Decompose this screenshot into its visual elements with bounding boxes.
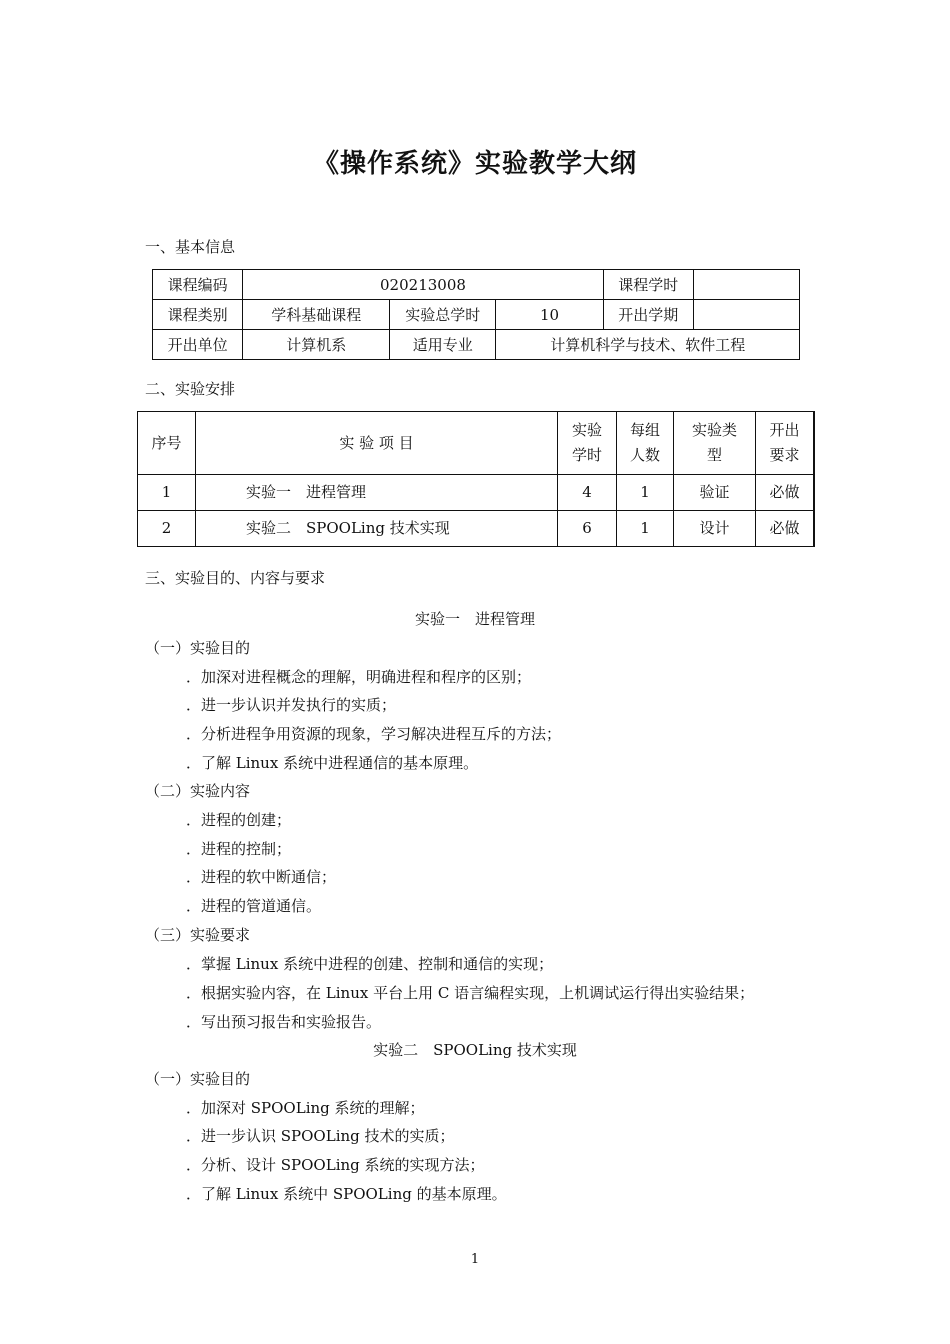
exp1-purpose-heading: （一）实验目的 [145,639,251,657]
list-item: ．进程的软中断通信； [186,868,337,886]
row-req: 必做 [756,511,815,547]
list-item: ．根据实验内容，在 Linux 平台上用 C 语言编程实现，上机调试运行得出实验结果； [186,984,755,1002]
list-item: ．进程的管道通信。 [186,897,322,915]
row-hours: 4 [558,475,617,511]
row-req: 必做 [756,475,815,511]
row-project: 实验二 SPOOLing 技术实现 [196,511,558,547]
list-item: ．掌握 Linux 系统中进程的创建、控制和通信的实现； [186,955,554,973]
exp2-purpose-heading: （一）实验目的 [145,1070,251,1088]
course-hours-label: 课程学时 [603,270,693,300]
row-type: 设计 [674,511,756,547]
course-type-value: 学科基础课程 [243,300,390,330]
header-req-line2: 要求 [769,446,800,464]
header-req-line1: 开出 [769,421,800,439]
table-row [153,270,800,300]
list-item: ．分析进程争用资源的现象，学习解决进程互斥的方法； [186,725,562,743]
list-item: ．分析、设计 SPOOLing 系统的实现方法； [186,1156,485,1174]
row-type: 验证 [674,475,756,511]
exp-hours-label: 实验总学时 [390,300,496,330]
row-people: 1 [617,511,674,547]
list-item: ．加深对 SPOOLing 系统的理解； [186,1099,425,1117]
section-heading-objectives: 三、实验目的、内容与要求 [145,569,326,587]
page-number: 1 [470,1252,480,1267]
header-hours-line1: 实验 [571,421,602,439]
list-item: ．了解 Linux 系统中进程通信的基本原理。 [186,754,479,772]
course-type-label: 课程类别 [153,300,243,330]
exp1-content-heading: （二）实验内容 [145,782,251,800]
header-people-line2: 人数 [629,446,660,464]
exp-hours-value: 10 [496,300,603,330]
header-hours [558,412,617,475]
page-title: 《操作系统》实验教学大纲 [312,149,637,179]
basic-info-table [152,269,800,360]
unit-value: 计算机系 [243,330,390,360]
row-no: 2 [138,511,196,547]
list-item: ．进程的创建； [186,811,292,829]
header-project: 实 验 项 目 [196,412,558,475]
exp1-req-heading: （三）实验要求 [145,926,251,944]
header-type [674,412,756,475]
unit-label: 开出单位 [153,330,243,360]
header-type-line2: 型 [706,446,722,464]
course-code-value: 020213008 [243,270,603,300]
list-item: ．写出预习报告和实验报告。 [186,1013,382,1031]
row-people: 1 [617,475,674,511]
row-no: 1 [138,475,196,511]
list-item: ．了解 Linux 系统中 SPOOLing 的基本原理。 [186,1185,507,1203]
row-project: 实验一 进程管理 [196,475,558,511]
exp2-title: 实验二 SPOOLing 技术实现 [373,1041,577,1059]
course-hours-value [693,270,799,300]
semester-value [693,300,799,330]
table-row [153,300,800,330]
section-heading-schedule: 二、实验安排 [145,380,236,398]
schedule-table [137,411,815,547]
header-hours-line2: 学时 [571,446,602,464]
header-people [617,412,674,475]
section-heading-basic-info: 一、基本信息 [145,238,236,256]
course-code-label: 课程编码 [153,270,243,300]
list-item: ．进一步认识并发执行的实质； [186,696,397,714]
table-row [138,475,815,511]
header-people-line1: 每组 [629,421,660,439]
header-req [756,412,815,475]
semester-label: 开出学期 [603,300,693,330]
list-item: ．加深对进程概念的理解，明确进程和程序的区别； [186,668,532,686]
exp1-title: 实验一 进程管理 [414,610,535,628]
table-header-row [138,412,815,475]
list-item: ．进程的控制； [186,840,292,858]
list-item: ．进一步认识 SPOOLing 技术的实质； [186,1127,455,1145]
major-value: 计算机科学与技术、软件工程 [496,330,800,360]
header-no: 序号 [138,412,196,475]
table-row [153,330,800,360]
major-label: 适用专业 [390,330,496,360]
table-row [138,511,815,547]
row-hours: 6 [558,511,617,547]
header-type-line1: 实验类 [691,421,737,439]
